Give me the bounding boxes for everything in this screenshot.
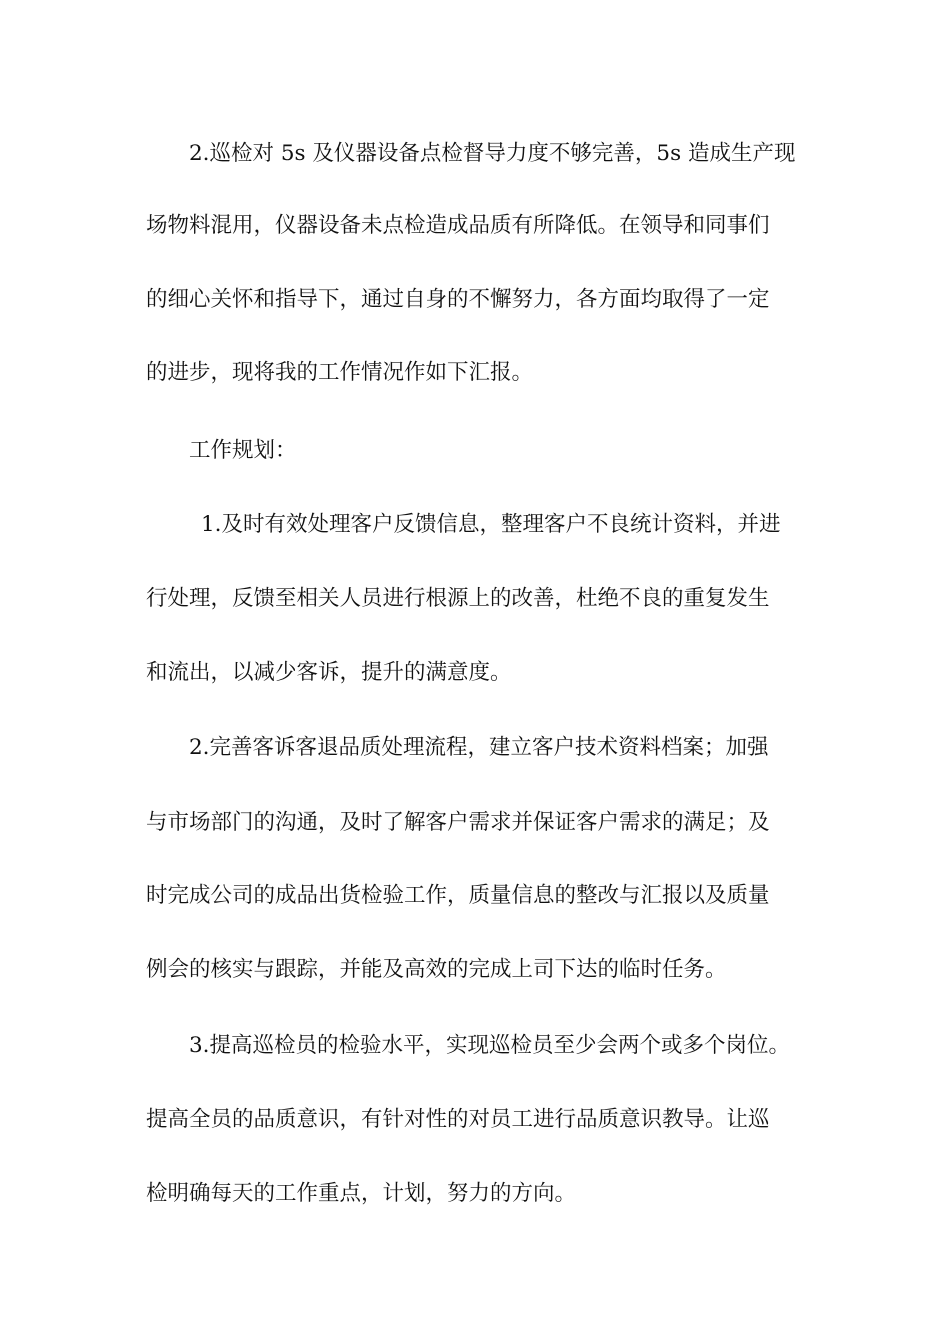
paragraph-line: 与市场部门的沟通，及时了解客户需求并保证客户需求的满足；及 [146,810,770,835]
paragraph-line: 3.提高巡检员的检验水平，实现巡检员至少会两个或多个岗位。 [189,1033,791,1058]
paragraph-line: 时完成公司的成品出货检验工作，质量信息的整改与汇报以及质量 [146,883,770,908]
paragraph-line: 检明确每天的工作重点，计划，努力的方向。 [146,1181,577,1206]
paragraph-line: 1.及时有效处理客户反馈信息，整理客户不良统计资料，并进 [201,512,781,537]
paragraph-line: 行处理，反馈至相关人员进行根源上的改善，杜绝不良的重复发生 [146,586,770,611]
paragraph-line: 的进步，现将我的工作情况作如下汇报。 [146,360,534,385]
section-heading: 工作规划： [189,438,297,463]
paragraph-line: 2.完善客诉客退品质处理流程，建立客户技术资料档案；加强 [189,735,769,760]
paragraph-line: 2.巡检对 5s 及仪器设备点检督导力度不够完善，5s 造成生产现 [189,141,796,166]
paragraph-line: 的细心关怀和指导下，通过自身的不懈努力，各方面均取得了一定 [146,287,770,312]
paragraph-line: 例会的核实与跟踪，并能及高效的完成上司下达的临时任务。 [146,957,727,982]
paragraph-line: 场物料混用，仪器设备未点检造成品质有所降低。在领导和同事们 [146,213,770,238]
paragraph-line: 和流出，以减少客诉，提升的满意度。 [146,660,512,685]
paragraph-line: 提高全员的品质意识，有针对性的对员工进行品质意识教导。让巡 [146,1107,770,1132]
